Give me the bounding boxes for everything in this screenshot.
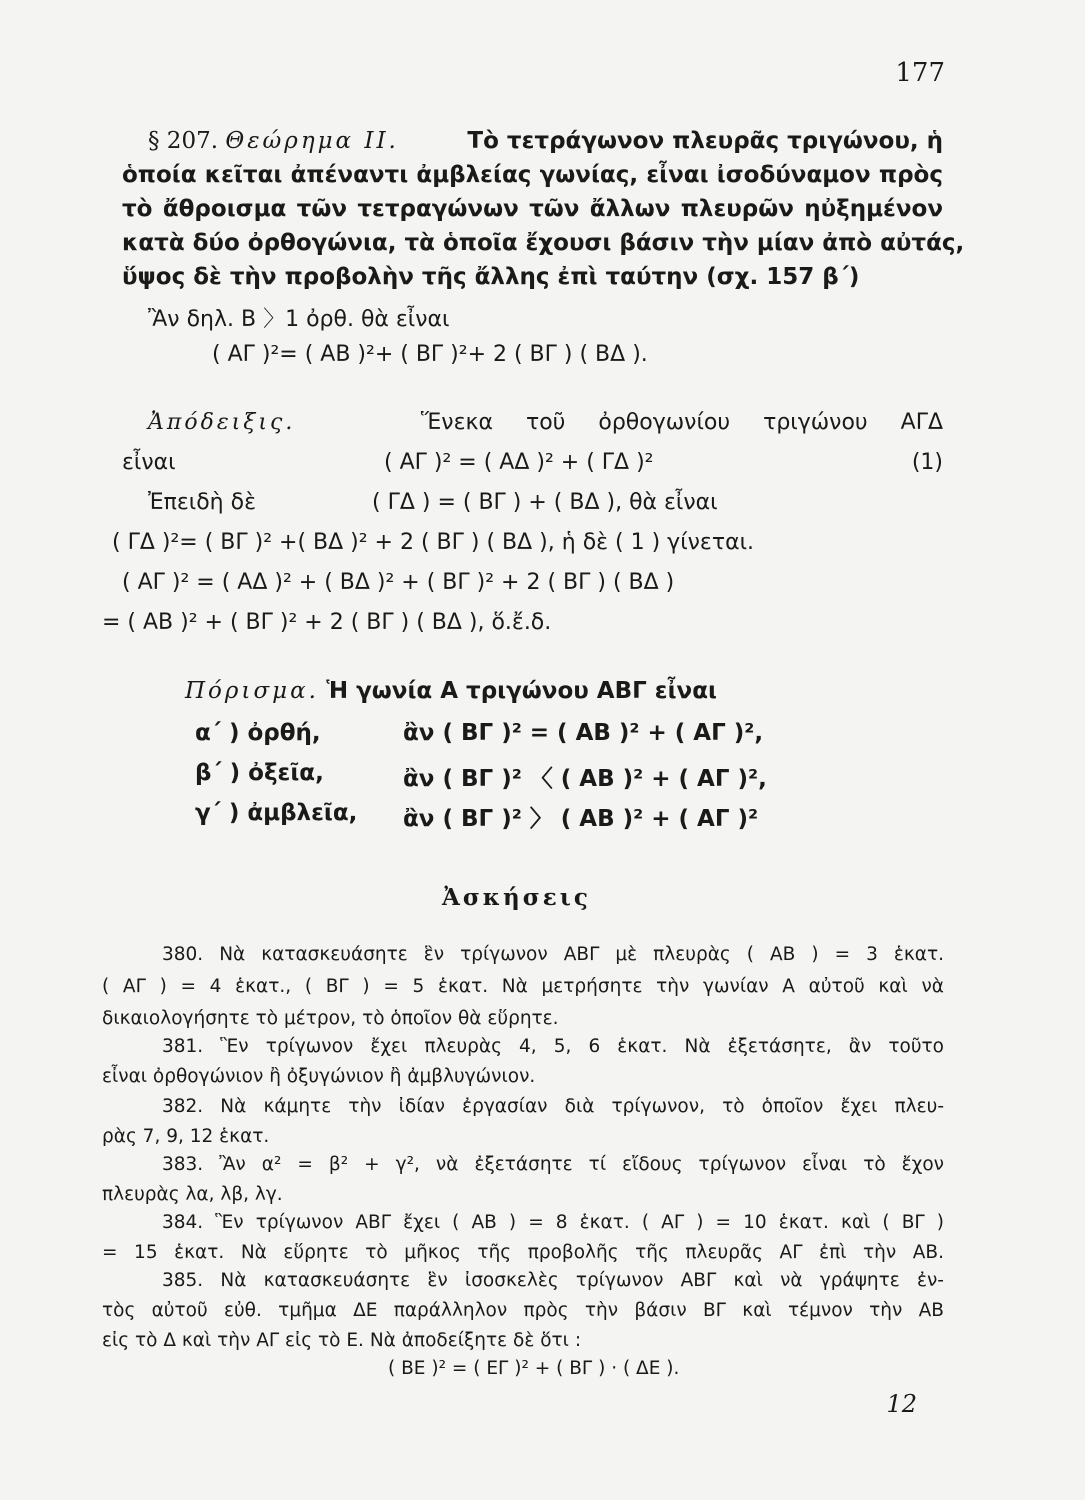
theorem-text-1: Τὸ τετράγωνον πλευρᾶς τριγώνου, ἡ [467, 128, 943, 154]
theorem-label: Θεώρημα ΙΙ. [225, 128, 399, 154]
exercise-line: εἶναι ὀρθογώνιον ἢ ὀξυγώνιον ἢ ἀμβλυγώνιον. [102, 1066, 536, 1087]
theorem-text-3: τὸ ἄθροισμα τῶν τετραγώνων τῶν ἄλλων πλευρῶν ηὐξημένον [122, 196, 943, 222]
exercise-line: ρὰς 7, 9, 12 ἑκατ. [102, 1126, 270, 1147]
porisma-case-c-label: γ΄ ) ἀμβλεῖα, [195, 800, 358, 826]
section-number: § 207. [148, 128, 219, 154]
page-number: 177 [895, 58, 945, 88]
exercise-line: δικαιολογήσητε τὸ μέτρον, τὸ ὁποῖον θὰ εὕρητε. [102, 1008, 559, 1029]
proof-line-3: Ἐπειδὴ δὲ ( ΓΔ ) = ( ΒΓ ) + ( ΒΔ ), θὰ εἶναι [148, 490, 718, 515]
exercise-line: τὸς αὐτοῦ εὐθ. τμῆμα ΔΕ παράλληλον πρὸς τὴν βάσιν ΒΓ καὶ τέμνον τὴν ΑΒ [102, 1300, 944, 1321]
exercise-line: 382. Νὰ κάμητε τὴν ἰδίαν ἐργασίαν διὰ τρίγωνον, τὸ ὁποῖον ἔχει πλευ- [162, 1096, 944, 1117]
exercise-line: εἰς τὸ Δ καὶ τὴν ΑΓ εἰς τὸ Ε. Νὰ ἀποδείξητε δὲ ὅτι : [102, 1330, 582, 1351]
proof-label: Ἀπόδειξις. [148, 410, 296, 435]
proof-line-5: ( ΑΓ )² = ( ΑΔ )² + ( ΒΔ )² + ( ΒΓ )² + 2 ( ΒΓ ) ( ΒΔ ) [122, 570, 675, 595]
porisma-case-a-label: α΄ ) ὀρθή, [195, 720, 321, 746]
porisma-label: Πόρισμα. [185, 678, 319, 704]
porisma-line [185, 678, 717, 704]
theorem-formula: ( ΑΓ )²= ( ΑΒ )²+ ( ΒΓ )²+ 2 ( ΒΓ ) ( ΒΔ ). [212, 342, 648, 367]
theorem-condition: Ἂν δηλ. Β 〉1 ὀρθ. θὰ εἶναι [148, 307, 450, 332]
porisma-case-c-formula: ἂν ( ΒΓ )² 〉 ( ΑΒ )² + ( ΑΓ )² [403, 806, 759, 832]
theorem-text-2: ὁποία κεῖται ἀπέναντι ἀμβλείας γωνίας, εἶναι ἰσοδύναμον πρὸς [122, 162, 943, 188]
theorem-text-5: ὕψος δὲ τὴν προβολὴν τῆς ἄλλης ἐπὶ ταύτην (σχ. 157 β΄) [122, 264, 860, 290]
proof-line-6: = ( ΑΒ )² + ( ΒΓ )² + 2 ( ΒΓ ) ( ΒΔ ), ὅ.ἔ.δ. [102, 610, 552, 635]
proof-line-4: ( ΓΔ )²= ( ΒΓ )² +( ΒΔ )² + 2 ( ΒΓ ) ( ΒΔ ), ἡ δὲ ( 1 ) γίνεται. [112, 530, 755, 555]
exercise-line: 385. Νὰ κατασκευάσητε ἓν ἰσοσκελὲς τρίγωνον ΑΒΓ καὶ νὰ γράψητε ἐν- [162, 1270, 944, 1291]
porisma-intro: Ἡ γωνία Α τριγώνου ΑΒΓ εἶναι [326, 678, 717, 704]
proof-line-2: εἶναι ( ΑΓ )² = ( ΑΔ )² + ( ΓΔ )² (1) [122, 450, 943, 475]
theorem-text-4: κατὰ δύο ὀρθογώνια, τὰ ὁποῖα ἔχουσι βάσιν τὴν μίαν ἀπὸ αὐτάς, [122, 230, 965, 256]
exercise-line: 383. Ἂν α² = β² + γ², νὰ ἐξετάσητε τί εἴδους τρίγωνον εἶναι τὸ ἔχον [162, 1154, 944, 1175]
exercise-formula: ( ΒΕ )² = ( ΕΓ )² + ( ΒΓ ) · ( ΔΕ ). [388, 1358, 680, 1379]
exercise-line: = 15 ἑκατ. Νὰ εὕρητε τὸ μῆκος τῆς προβολῆς τῆς πλευρᾶς ΑΓ ἐπὶ τὴν ΑΒ. [102, 1242, 944, 1263]
exercise-line: 380. Νὰ κατασκευάσητε ἓν τρίγωνον ΑΒΓ μὲ πλευρὰς ( ΑΒ ) = 3 ἑκατ. [162, 944, 944, 965]
proof-text-1: Ἕνεκα τοῦ ὀρθογωνίου τριγώνου ΑΓΔ [420, 410, 943, 435]
theorem-first-line [148, 128, 943, 154]
exercise-line: 381. Ἓν τρίγωνον ἔχει πλευρὰς 4, 5, 6 ἑκατ. Νὰ ἐξετάσητε, ἂν τοῦτο [162, 1036, 944, 1057]
exercise-line: ( ΑΓ ) = 4 ἑκατ., ( ΒΓ ) = 5 ἑκατ. Νὰ μετρήσητε τὴν γωνίαν Α αὐτοῦ καὶ νὰ [102, 976, 944, 997]
porisma-case-b-label: β΄ ) ὀξεῖα, [195, 760, 324, 786]
porisma-case-a-formula: ἂν ( ΒΓ )² = ( ΑΒ )² + ( ΑΓ )², [403, 720, 764, 746]
exercise-line: πλευρὰς λα, λβ, λγ. [102, 1184, 283, 1205]
exercises-title: Ἀσκήσεις [442, 884, 591, 911]
porisma-case-b-formula: ἂν ( ΒΓ )² 〈 ( ΑΒ )² + ( ΑΓ )², [403, 766, 767, 792]
proof-first-line [148, 410, 943, 435]
exercise-line: 384. Ἓν τρίγωνον ΑΒΓ ἔχει ( ΑΒ ) = 8 ἑκατ. ( ΑΓ ) = 10 ἑκατ. καὶ ( ΒΓ ) [162, 1212, 944, 1233]
signature-number: 12 [886, 1390, 917, 1418]
